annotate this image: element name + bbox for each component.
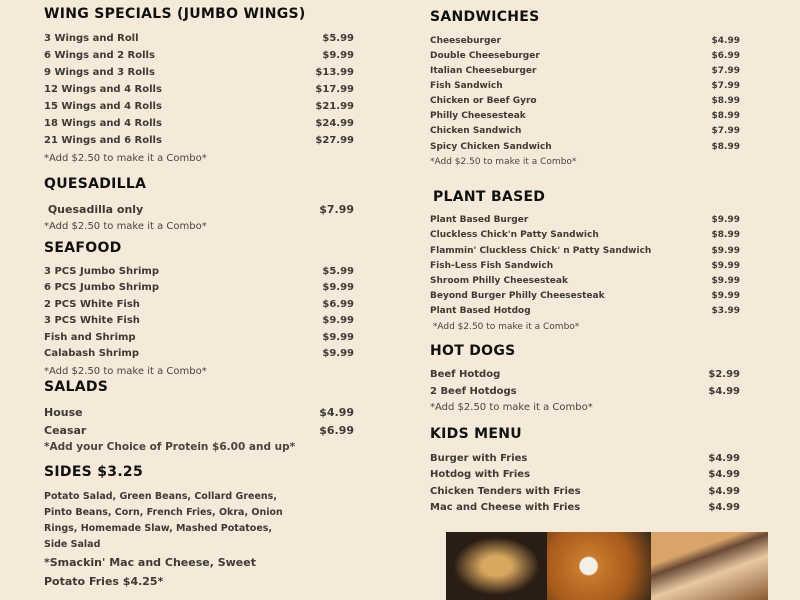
item-name: Fish Sandwich (430, 81, 503, 91)
item-price: $7.99 (711, 66, 740, 76)
salads-heading: SALADS (44, 379, 109, 395)
menu-item (44, 406, 354, 419)
item-price: $8.99 (711, 230, 740, 240)
hot-dogs-photo (446, 532, 547, 600)
item-price: $9.99 (711, 276, 740, 286)
item-price: $2.99 (708, 369, 740, 380)
menu-item (44, 282, 354, 293)
menu-item (430, 246, 740, 256)
item-price: $9.99 (711, 246, 740, 256)
item-price: $4.99 (708, 386, 740, 397)
item-name: 3 PCS Jumbo Shrimp (44, 266, 160, 277)
menu-item (430, 230, 740, 240)
item-name: Ceasar (44, 424, 87, 437)
item-price: $6.99 (322, 299, 354, 310)
menu-item (430, 276, 740, 286)
wing-specials-heading: WING SPECIALS (JUMBO WINGS) (44, 6, 306, 22)
quesadilla-heading: QUESADILLA (44, 176, 147, 192)
kids-menu-heading: KIDS MENU (430, 426, 522, 442)
item-name: 3 Wings and Roll (44, 33, 139, 44)
menu-item (44, 101, 354, 112)
menu-item (44, 299, 354, 310)
combo-note: *Add $2.50 to make it a Combo* (430, 157, 577, 167)
menu-item (430, 126, 740, 136)
cheesesteak-photo (651, 532, 768, 600)
item-price: $13.99 (315, 67, 354, 78)
item-name: 18 Wings and 4 Rolls (44, 118, 162, 129)
menu-item (430, 81, 740, 91)
item-name: Calabash Shrimp (44, 348, 139, 359)
item-name: Beyond Burger Philly Cheesesteak (430, 291, 605, 301)
menu-item (44, 50, 354, 61)
menu-item (430, 96, 740, 106)
item-name: Plant Based Hotdog (430, 306, 531, 316)
item-name: Fish and Shrimp (44, 332, 136, 343)
combo-note: *Add $2.50 to make it a Combo* (430, 402, 593, 413)
item-price: $8.99 (711, 142, 740, 152)
item-price: $21.99 (315, 101, 354, 112)
item-name: Mac and Cheese with Fries (430, 502, 581, 513)
item-name: Italian Cheeseburger (430, 66, 537, 76)
item-price: $4.99 (708, 469, 740, 480)
item-name: Flammin' Cluckless Chick' n Patty Sandwich (430, 246, 652, 256)
item-name: Cluckless Chick'n Patty Sandwich (430, 230, 599, 240)
item-name: Double Cheeseburger (430, 51, 540, 61)
menu-item (44, 33, 354, 44)
menu-item (430, 369, 740, 380)
plant-based-heading: PLANT BASED (433, 189, 546, 205)
item-price: $9.99 (322, 282, 354, 293)
seafood-heading: SEAFOOD (44, 240, 122, 256)
item-price: $4.99 (708, 453, 740, 464)
menu-item (430, 66, 740, 76)
protein-note: *Add your Choice of Protein $6.00 and up* (44, 441, 296, 453)
menu-item (430, 386, 740, 397)
item-name: 9 Wings and 3 Rolls (44, 67, 155, 78)
item-name: Beef Hotdog (430, 369, 501, 380)
item-name: Hotdog with Fries (430, 469, 531, 480)
item-price: $9.99 (322, 50, 354, 61)
menu-item (44, 332, 354, 343)
food-photo-strip (446, 532, 768, 600)
menu-item (430, 51, 740, 61)
menu-item (44, 315, 354, 326)
item-price: $9.99 (322, 332, 354, 343)
item-price: $9.99 (711, 261, 740, 271)
menu-item (44, 67, 354, 78)
item-name: 6 PCS Jumbo Shrimp (44, 282, 160, 293)
item-price: $7.99 (711, 81, 740, 91)
menu-item (44, 348, 354, 359)
menu-item (44, 118, 354, 129)
menu-item (44, 84, 354, 95)
item-price: $4.99 (708, 486, 740, 497)
item-name: Quesadilla only (44, 203, 144, 216)
menu-item (430, 502, 740, 513)
menu-item (44, 203, 354, 216)
item-price: $9.99 (322, 315, 354, 326)
item-name: Philly Cheesesteak (430, 111, 526, 121)
menu-item (430, 261, 740, 271)
item-name: Chicken Tenders with Fries (430, 486, 581, 497)
item-price: $9.99 (711, 215, 740, 225)
menu-item (430, 36, 740, 46)
menu-item (44, 424, 354, 437)
item-price: $8.99 (711, 111, 740, 121)
item-price: $4.99 (319, 406, 354, 419)
menu-item (430, 453, 740, 464)
item-price: $6.99 (711, 51, 740, 61)
item-name: 12 Wings and 4 Rolls (44, 84, 162, 95)
item-price: $9.99 (322, 348, 354, 359)
item-name: Burger with Fries (430, 453, 528, 464)
combo-note: *Add $2.50 to make it a Combo* (44, 153, 207, 164)
chicken-wings-photo (547, 532, 651, 600)
item-price: $5.99 (322, 266, 354, 277)
item-name: Fish-Less Fish Sandwich (430, 261, 554, 271)
item-price: $8.99 (711, 96, 740, 106)
sides-list: Potato Salad, Green Beans, Collard Greens, Pinto Beans, Corn, French Fries, Okra, Onion Rings, Homemade Slaw, Mashed Potatoes, Side Salad (44, 491, 283, 550)
item-name: Cheeseburger (430, 36, 501, 46)
menu-item (430, 469, 740, 480)
sandwiches-heading: SANDWICHES (430, 9, 540, 25)
combo-note: *Add $2.50 to make it a Combo* (44, 221, 207, 232)
menu-item (44, 135, 354, 146)
menu-item (430, 111, 740, 121)
item-name: 15 Wings and 4 Rolls (44, 101, 162, 112)
item-price: $27.99 (315, 135, 354, 146)
menu-item (430, 291, 740, 301)
combo-note: *Add $2.50 to make it a Combo* (44, 366, 207, 377)
item-name: 2 Beef Hotdogs (430, 386, 517, 397)
sides-heading: SIDES $3.25 (44, 464, 144, 480)
item-price: $4.99 (708, 502, 740, 513)
item-name: House (44, 406, 83, 419)
menu-item (44, 266, 354, 277)
menu-item (430, 486, 740, 497)
item-name: 3 PCS White Fish (44, 315, 140, 326)
item-price: $5.99 (322, 33, 354, 44)
combo-note: *Add $2.50 to make it a Combo* (430, 322, 580, 332)
item-name: Shroom Philly Cheesesteak (430, 276, 568, 286)
premium-sides-note: *Smackin' Mac and Cheese, Sweet Potato Fries $4.25* (44, 556, 256, 588)
menu-item (430, 306, 740, 316)
item-price: $7.99 (319, 203, 354, 216)
menu-item (430, 142, 740, 152)
item-price: $4.99 (711, 36, 740, 46)
item-price: $7.99 (711, 126, 740, 136)
item-name: 6 Wings and 2 Rolls (44, 50, 155, 61)
item-name: Chicken Sandwich (430, 126, 522, 136)
menu-item (430, 215, 740, 225)
item-price: $6.99 (319, 424, 354, 437)
item-name: 2 PCS White Fish (44, 299, 140, 310)
item-price: $9.99 (711, 291, 740, 301)
item-name: Chicken or Beef Gyro (430, 96, 537, 106)
item-price: $17.99 (315, 84, 354, 95)
item-name: Spicy Chicken Sandwich (430, 142, 552, 152)
item-name: Plant Based Burger (430, 215, 529, 225)
item-price: $24.99 (315, 118, 354, 129)
item-name: 21 Wings and 6 Rolls (44, 135, 162, 146)
hot-dogs-heading: HOT DOGS (430, 343, 516, 359)
item-price: $3.99 (711, 306, 740, 316)
